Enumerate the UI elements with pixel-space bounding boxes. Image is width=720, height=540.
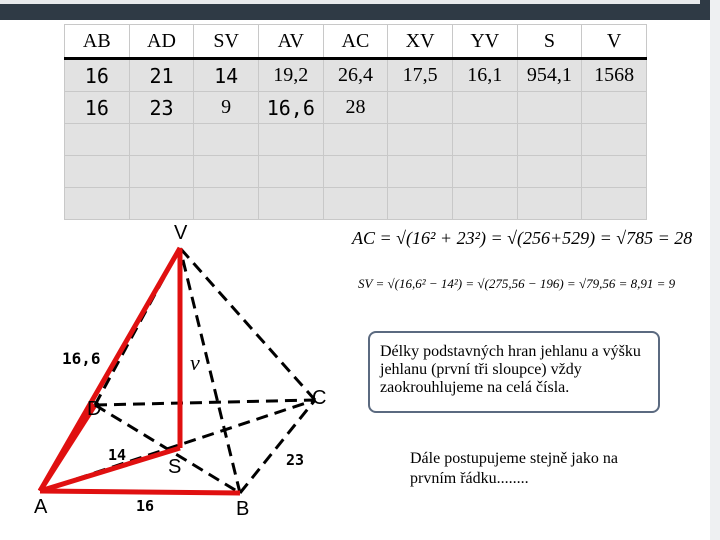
table-cell [194,156,259,188]
rounding-note [368,331,660,413]
table-cell: 9 [194,92,259,124]
table-cell [388,156,453,188]
table-cell: 16 [65,59,130,92]
label-vertex-D: D [87,398,102,420]
table-cell [452,156,517,188]
table-cell [452,188,517,220]
label-height-v: v [190,350,200,375]
table-cell [258,124,323,156]
table-cell: 19,2 [258,59,323,92]
table-cell [129,156,194,188]
table-cell [388,92,453,124]
table-cell [388,124,453,156]
table-cell: 23 [129,92,194,124]
edge-BV [180,248,240,493]
table-cell [517,188,582,220]
table-cell [582,92,647,124]
table-cell [582,156,647,188]
formula-sv: SV = √(16,6² − 14²) = √(275,56 − 196) = √79,56 = 8,91 = 9 [358,276,676,291]
header-cell: V [582,25,647,59]
label-vertex-A: A [34,496,48,518]
table-cell [323,124,388,156]
table-cell [452,92,517,124]
top-bar-highlight [0,0,700,4]
label-edge-AV: 16,6 [62,349,101,368]
pyramid-diagram [0,215,370,540]
table-cell [517,124,582,156]
header-cell: AD [129,25,194,59]
table-cell [129,124,194,156]
table-cell: 1568 [582,59,647,92]
table-cell [194,124,259,156]
table-cell: 16,1 [452,59,517,92]
table-row [65,124,647,156]
table-cell: 26,4 [323,59,388,92]
table-cell: 21 [129,59,194,92]
table-row [65,59,647,92]
label-edge-SB: 23 [286,451,305,469]
data-table [64,24,647,220]
table-cell [323,156,388,188]
table-row [65,92,647,124]
label-vertex-V: V [174,222,188,244]
label-vertex-B: B [236,498,250,520]
header-cell: S [517,25,582,59]
table-cell: 28 [323,92,388,124]
header-cell: XV [388,25,453,59]
header-cell: SV [194,25,259,59]
label-edge-AS: 14 [108,446,127,464]
edge-CV [180,248,315,400]
edge-DC [95,400,315,405]
table-cell: 954,1 [517,59,582,92]
header-cell: YV [452,25,517,59]
table-cell [388,188,453,220]
table-cell [582,188,647,220]
table-cell: 16 [65,92,130,124]
edge-AB [40,491,240,493]
table-cell [517,92,582,124]
table-cell [517,156,582,188]
table-row [65,156,647,188]
label-edge-AB: 16 [136,497,155,515]
formula-ac: AC = √(16² + 23²) = √(256+529) = √785 = 28 [352,228,693,248]
header-cell: AC [323,25,388,59]
header-cell: AB [65,25,130,59]
label-vertex-S: S [168,456,182,478]
label-vertex-C: C [312,387,327,409]
table-cell [582,124,647,156]
table-cell: 14 [194,59,259,92]
table-cell [65,124,130,156]
rounding-note-text: Délky podstavných hran jehlanu a výšku jehlanu (první tři sloupce) vždy zaokrouhlujeme na celá čísla. [380,343,641,396]
continue-note: Dále postupujeme stejně jako na prvním řádku........ [410,450,618,487]
table-cell [65,156,130,188]
header-cell: AV [258,25,323,59]
right-edge-bar [710,0,720,540]
table-header-row [65,25,647,59]
table-cell: 17,5 [388,59,453,92]
table-cell [258,156,323,188]
table-cell: 16,6 [258,92,323,124]
table-cell [452,124,517,156]
top-bar [0,0,720,20]
